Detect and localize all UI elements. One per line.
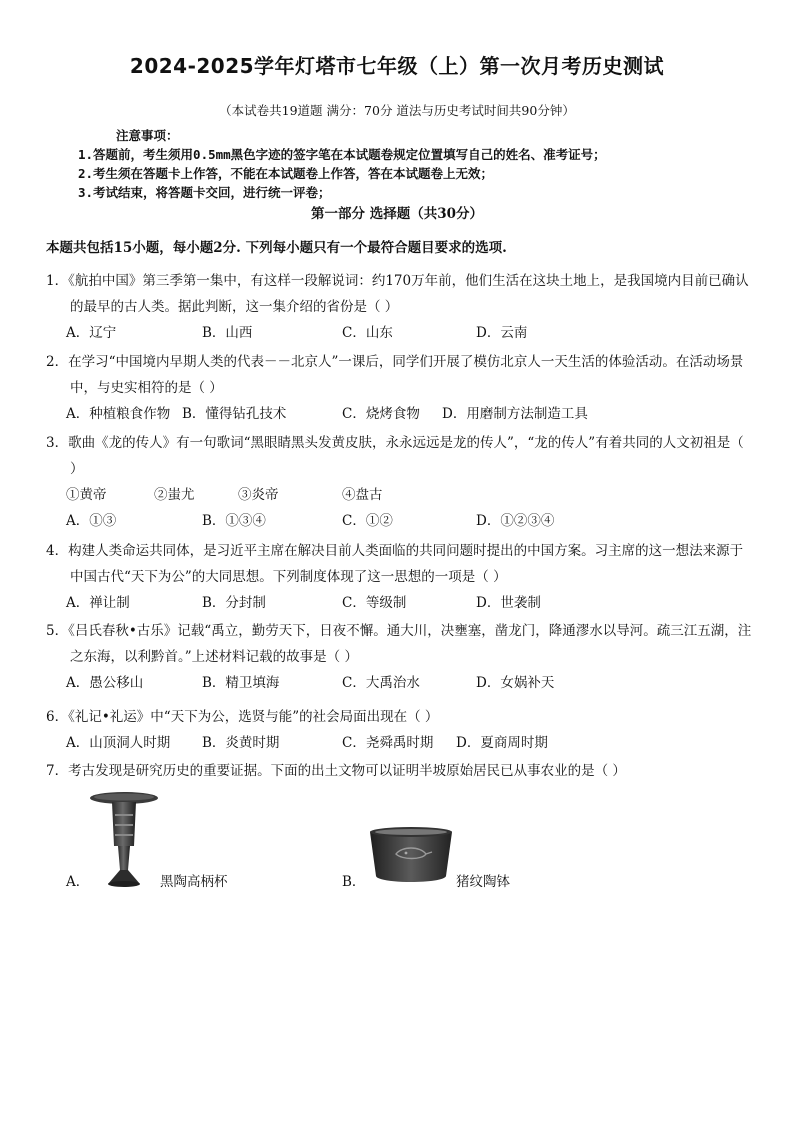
- question-stem: 5．《吕氏春秋•古乐》记载“禹立，勤劳天下，日夜不懈。通大川，决壅塞，凿龙门，降通漻水以导河。疏三江五湖，注之东海，以利黔首。”上述材料记载的故事是（ ）: [46, 623, 752, 665]
- option-c: C．等级制: [342, 595, 407, 611]
- question-stem: 4．构建人类命运共同体，是习近平主席在解决目前人类面临的共同问题时提出的中国方案。习主席的这一想法来源于中国古代“天下为公”的大同思想。下列制度体现了这一思想的一项是（ ）: [46, 543, 744, 585]
- notice-item: 1.答题前，考生须用0.5mm黑色字迹的签字笔在本试题卷规定位置填写自己的姓名、准考证号；: [78, 147, 606, 162]
- options-row: [66, 590, 752, 616]
- option-c: C．①②: [342, 513, 393, 529]
- notice-heading: 注意事项：: [116, 128, 179, 143]
- option-a: A．禅让制: [66, 595, 130, 611]
- option-c: C．尧舜禹时期: [342, 735, 434, 751]
- question-stem: 2．在学习“中国境内早期人类的代表－－北京人”一课后，同学们开展了模仿北京人一天生活的体验活动。在活动场景中，与史实相符的是（ ）: [46, 354, 744, 396]
- option-d: D．①②③④: [476, 513, 555, 529]
- question-1: [46, 268, 752, 346]
- options-row: [66, 508, 752, 534]
- option-b: B．精卫填海: [202, 675, 280, 691]
- option-d: D．世袭制: [476, 595, 541, 611]
- option-b: B．懂得钻孔技术: [182, 406, 287, 422]
- option-b: B．山西: [202, 325, 253, 341]
- option-d: D．夏商周时期: [456, 735, 548, 751]
- option-a: A．种植粮食作物: [66, 406, 171, 422]
- option-d: D．用磨制方法制造工具: [442, 406, 588, 422]
- option-c: C．山东: [342, 325, 393, 341]
- question-2: [46, 349, 752, 427]
- choice-item: ②蚩尤: [154, 487, 195, 503]
- option-b-letter: B．: [342, 874, 366, 890]
- question-3: [46, 430, 752, 534]
- option-b: B．炎黄时期: [202, 735, 280, 751]
- option-a: A．山顶洞人时期: [66, 735, 171, 751]
- option-d: D．云南: [476, 325, 528, 341]
- question-4: [46, 538, 752, 616]
- option-a-caption: 黑陶高柄杯: [160, 874, 228, 890]
- options-row: [66, 730, 752, 756]
- exam-info: （本试卷共19道题 满分：70分 道法与历史考试时间共90分钟）: [219, 103, 575, 118]
- section-instructions: 本题共包括15小题，每小题2分. 下列每小题只有一个最符合题目要求的选项.: [46, 240, 507, 256]
- pig-pattern-pottery-bowl-image: [366, 824, 456, 888]
- items-row: [66, 482, 752, 508]
- choice-item: ①黄帝: [66, 487, 107, 503]
- option-c: C．烧烤食物: [342, 406, 420, 422]
- question-6: [46, 704, 752, 756]
- option-b: B．分封制: [202, 595, 266, 611]
- question-7: [46, 758, 752, 784]
- option-a: A．①③: [66, 513, 117, 529]
- question-stem: 6．《礼记•礼运》中“天下为公，选贤与能”的社会局面出现在（ ）: [46, 709, 439, 725]
- choice-item: ④盘古: [342, 487, 383, 503]
- page-title: 2024-2025学年灯塔市七年级（上）第一次月考历史测试: [129, 54, 665, 78]
- option-a-letter: A．: [66, 874, 90, 890]
- option-a: A．愚公移山: [66, 675, 144, 691]
- options-row: [66, 401, 752, 427]
- question-stem: 1．《航拍中国》第三季第一集中，有这样一段解说词：约170万年前，他们生活在这块土地上，是我国境内目前已确认的最早的古人类。据此判断，这一集介绍的省份是（ ）: [46, 273, 749, 315]
- option-c: C．大禹治水: [342, 675, 420, 691]
- options-row: [66, 670, 752, 696]
- option-d: D．女娲补天: [476, 675, 555, 691]
- notice-item: 3.考试结束，将答题卡交回，进行统一评卷；: [78, 185, 331, 200]
- choice-item: ③炎帝: [238, 487, 279, 503]
- notice-item: 2.考生须在答题卡上作答，不能在本试题卷上作答，答在本试题卷上无效；: [78, 166, 494, 181]
- part-title: 第一部分 选择题（共30分）: [311, 206, 483, 222]
- question-stem: 3．歌曲《龙的传人》有一句歌词“黑眼睛黑头发黄皮肤，永永远远是龙的传人”，“龙的传人”有着共同的人文初祖是（ ）: [46, 435, 744, 477]
- question-5: [46, 618, 752, 696]
- options-row: [66, 320, 752, 346]
- question-stem: 7．考古发现是研究历史的重要证据。下面的出土文物可以证明半坡原始居民已从事农业的是（ ）: [46, 763, 626, 779]
- notice-section: [78, 126, 606, 202]
- option-b: B．①③④: [202, 513, 266, 529]
- option-b-caption: 猪纹陶钵: [456, 874, 510, 890]
- black-pottery-stem-cup-image: [88, 790, 160, 888]
- option-a: A．辽宁: [66, 325, 117, 341]
